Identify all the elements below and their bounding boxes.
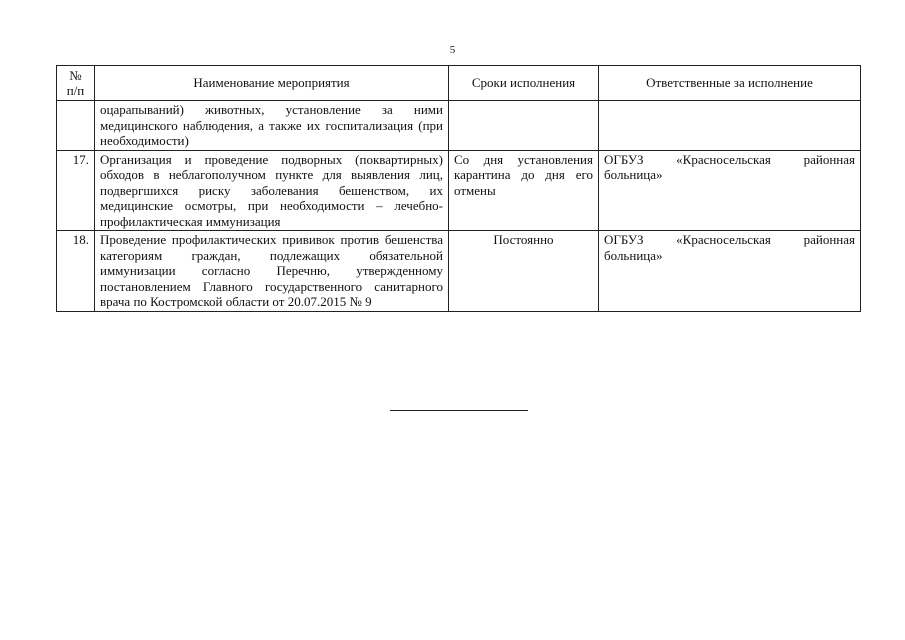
table-row xyxy=(57,231,861,312)
measures-table xyxy=(56,65,861,312)
row-num: 18. xyxy=(57,231,95,312)
header-name: Наименование мероприятия xyxy=(95,66,449,101)
row-responsible: ОГБУЗ «Красносельская районная больница» xyxy=(599,231,861,312)
header-responsible: Ответственные за исполнение xyxy=(599,66,861,101)
header-num: № п/п xyxy=(57,66,95,101)
row-term: Постоянно xyxy=(449,231,599,312)
table-row xyxy=(57,150,861,231)
table-row xyxy=(57,101,861,151)
page-number: 5 xyxy=(449,44,456,56)
row-name: Организация и проведение подворных (поквартирных) обходов в неблагополучном пункте для выявления лиц, подвергшихся риску заболевания бешенством, их медицинские осмотры, при необходимости – лечебно-профилактическая иммунизация xyxy=(95,150,449,231)
row-name: Проведение профилактических прививок против бешенства категориям граждан, подлежащих обязательной иммунизации согласно Перечню, утвержденному постановлением Главного государственного санитарного врача по Костромской области от 20.07.2015 № 9 xyxy=(95,231,449,312)
row-num xyxy=(57,101,95,151)
row-name: оцарапываний) животных, установление за ними медицинского наблюдения, а также их госпитализация (при необходимости) xyxy=(95,101,449,151)
table-header-row xyxy=(57,66,861,101)
row-term xyxy=(449,101,599,151)
row-term: Со дня установления карантина до дня его отмены xyxy=(449,150,599,231)
header-term: Сроки исполнения xyxy=(449,66,599,101)
end-of-document-rule xyxy=(390,410,528,411)
row-num: 17. xyxy=(57,150,95,231)
row-responsible xyxy=(599,101,861,151)
row-responsible: ОГБУЗ «Красносельская районная больница» xyxy=(599,150,861,231)
